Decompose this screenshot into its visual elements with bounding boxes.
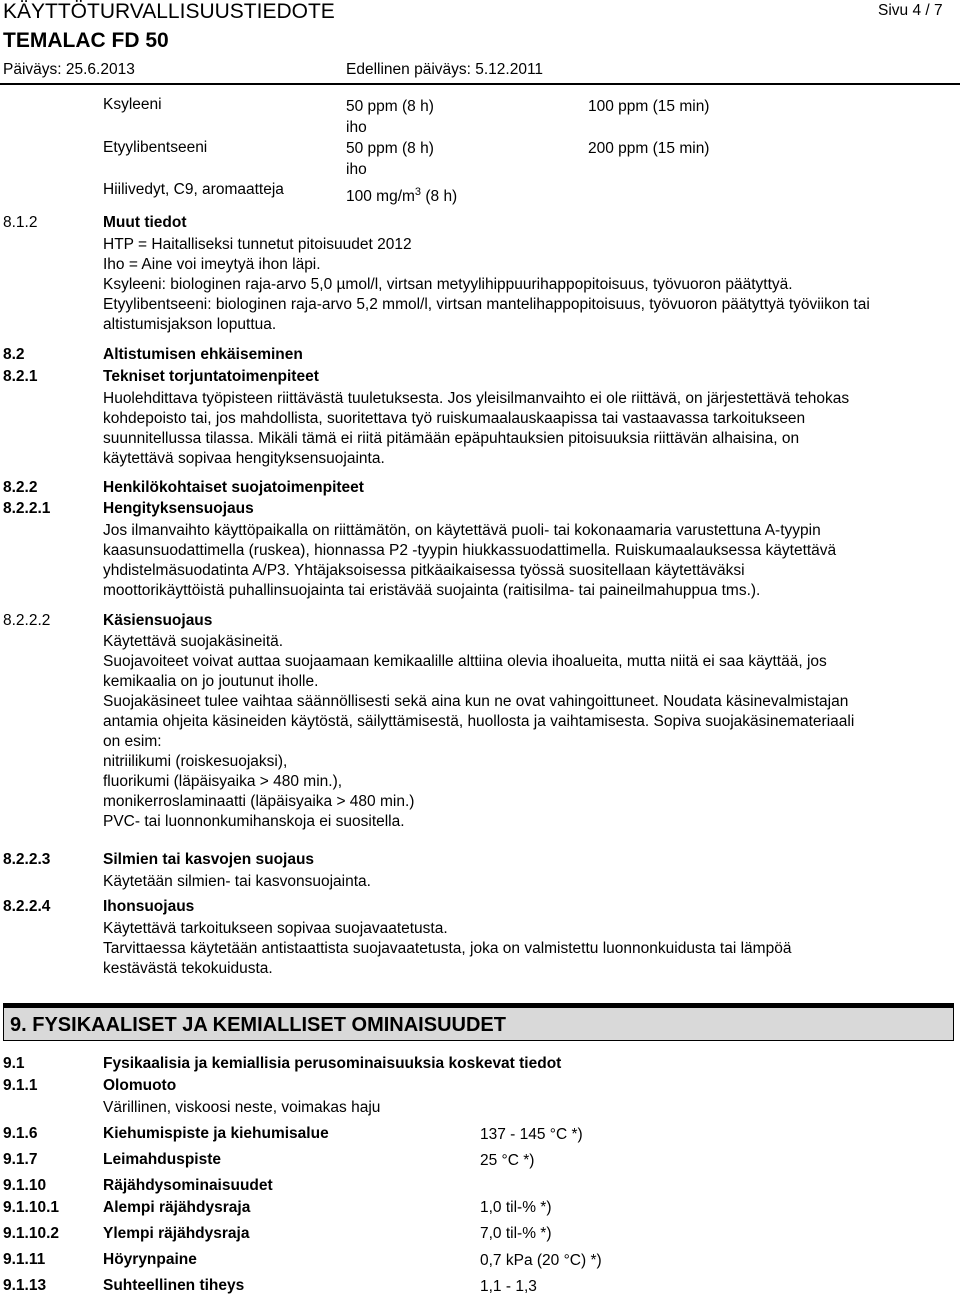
hand-protection-text: Käytettävä suojakäsineitä. Suojavoiteet voivat auttaa suojaamaan kemikaalille alttiina olevia ihoalueita, mutta niitä ei saa käyttää, jos kemikaalia on jo joutunut iholle. Suojakäsineet tulee vaihtaa säännöllisesti sekä aina kun ne ovat vahingoittuneet. Noudata käsinevalmistajan antamia ohjeita käsineiden käytöstä, säilyttämisestä, huollosta ja vaihtamisesta. Sopiva suojakäsinemateriaali on esim: nitriilikumi (roiskesuojaksi), fluorikumi (läpäisyaika > 480 min.), monikerroslaminaatti (läpäisyaika > 480 min.) PVC- tai luonnonkumihanskoja ei suositella. xyxy=(103,633,855,830)
property-label: Suhteellinen tiheys xyxy=(103,1277,245,1294)
section-heading: 9. FYSIKAALISET JA KEMIALLISET OMINAISUUDET xyxy=(10,1014,506,1036)
limit-stel: 200 ppm (15 min) xyxy=(588,140,710,157)
skin-protection-text: Käytettävä tarkoitukseen sopivaa suojavaatetusta. Tarvittaessa käytetään antistaattista suojavaatetusta, joka on valmistettu luonnonkuidusta tai lämpöä kestävästä tekokuidusta. xyxy=(103,920,792,977)
section-title: Käsiensuojaus xyxy=(103,612,213,629)
page-number: Sivu 4 / 7 xyxy=(878,2,943,19)
property-label: Ylempi räjähdysraja xyxy=(103,1225,250,1242)
other-info-text: HTP = Haitalliseksi tunnetut pitoisuudet 2012 Iho = Aine voi imeytyä ihon läpi. Ksyleeni: biologinen raja-arvo 5,0 µmol/l, virtsan metyylihippuurihappopitoisuus, työvuoron päätyttyä. Etyylibentseeni: biologinen raja-arvo 5,2 mmol/l, virtsan mantelihappopitoisuus, työvuoron päätyttyä työviikon tai altistumisjakson loputtua. xyxy=(103,236,870,333)
section-title: Altistumisen ehkäiseminen xyxy=(103,346,303,363)
property-number: 9.1.10 xyxy=(3,1177,47,1194)
section-number: 9.1.1 xyxy=(3,1077,38,1094)
header-divider xyxy=(0,83,960,85)
property-number: 9.1.13 xyxy=(3,1277,47,1294)
property-number: 9.1.6 xyxy=(3,1125,38,1142)
section-number: 8.2.2.1 xyxy=(3,500,51,517)
revision-date: Päiväys: 25.6.2013 xyxy=(3,61,135,78)
limit-stel: 100 ppm (15 min) xyxy=(588,98,710,115)
section-number: 8.2.1 xyxy=(3,368,38,385)
technical-measures-text: Huolehdittava työpisteen riittävästä tuuletuksesta. Jos yleisilmanvaihto ei ole riittävä, on järjestettävä tehokas kohdepoisto tai, jos mahdollista, suoritettava työ ruiskumaalauskaapissa tai vastaavassa tarkoitukseen suunnitellussa tilassa. Mikäli tämä ei riitä pitämään epäpuhtauksien pitoisuuksia riittävän alhaisina, on käytettävä sopivaa hengityksensuojainta. xyxy=(103,390,850,467)
limit-twa: 100 $mg/m^3$ (8 h) xyxy=(346,186,458,206)
section-title: Ihonsuojaus xyxy=(103,898,195,915)
section-number: 8.2.2.2 xyxy=(3,612,51,629)
appearance-text: Värillinen, viskoosi neste, voimakas haju xyxy=(103,1099,381,1116)
section-number: 8.2.2.3 xyxy=(3,851,51,868)
limit-note: iho xyxy=(346,161,367,178)
limit-twa: 50 ppm (8 h) xyxy=(346,140,434,157)
property-value: 0,7 kPa (20 °C) *) xyxy=(480,1252,602,1269)
property-label: Alempi räjähdysraja xyxy=(103,1199,251,1216)
limit-twa: 50 ppm (8 h) xyxy=(346,98,434,115)
product-name: TEMALAC FD 50 xyxy=(3,29,169,52)
eye-protection-text: Käytetään silmien- tai kasvonsuojainta. xyxy=(103,873,371,890)
document-title: KÄYTTÖTURVALLISUUSTIEDOTE xyxy=(3,0,335,23)
limit-substance: Etyylibentseeni xyxy=(103,139,208,156)
property-number: 9.1.11 xyxy=(3,1251,46,1268)
section-number: 8.2.2.4 xyxy=(3,898,51,915)
property-label: Höyrynpaine xyxy=(103,1251,197,1268)
limit-substance: Ksyleeni xyxy=(103,96,162,113)
section-number: 8.2 xyxy=(3,346,25,363)
section-title: Olomuoto xyxy=(103,1077,177,1094)
limit-note: iho xyxy=(346,119,367,136)
previous-date: Edellinen päiväys: 5.12.2011 xyxy=(346,61,544,78)
section-title: Muut tiedot xyxy=(103,214,187,231)
property-label: Leimahduspiste xyxy=(103,1151,221,1168)
section-title: Fysikaalisia ja kemiallisia perusominaisuuksia koskevat tiedot xyxy=(103,1055,562,1072)
property-label: Räjähdysominaisuudet xyxy=(103,1177,273,1194)
property-value: 1,0 til-% *) xyxy=(480,1199,552,1216)
section-title: Tekniset torjuntatoimenpiteet xyxy=(103,368,319,385)
property-number: 9.1.7 xyxy=(3,1151,38,1168)
respiratory-protection-text: Jos ilmanvaihto käyttöpaikalla on riittämätön, on käytettävä puoli- tai kokonaamaria varustettuna A-tyypin kaasunsuodattimella (ruskea), hionnassa P2 -tyypin hiukkassuodattimella. Ruiskumaalauksessa käytettävä yhdistelmäsuodatinta A/P3. Yhtäjaksoisessa pitkäaikaisessa työssä suositellaan käytettäväksi moottorikäyttöistä puhallinsuojainta tai eristävää suojainta (raitisilma- tai paineilmahuppua tms.). xyxy=(103,522,837,599)
property-value: 7,0 til-% *) xyxy=(480,1225,552,1242)
section-title: Silmien tai kasvojen suojaus xyxy=(103,851,315,868)
section-title: Hengityksensuojaus xyxy=(103,500,254,517)
section-9-banner xyxy=(3,1003,954,1041)
property-value: 137 - 145 °C *) xyxy=(480,1126,583,1143)
limit-substance: Hiilivedyt, C9, aromaatteja xyxy=(103,181,284,198)
section-number: 8.1.2 xyxy=(3,214,38,231)
property-label: Kiehumispiste ja kiehumisalue xyxy=(103,1125,329,1142)
section-number: 8.2.2 xyxy=(3,479,38,496)
property-value: 25 °C *) xyxy=(480,1152,535,1169)
section-title: Henkilökohtaiset suojatoimenpiteet xyxy=(103,479,364,496)
property-value: 1,1 - 1,3 xyxy=(480,1278,537,1295)
section-number: 9.1 xyxy=(3,1055,25,1072)
property-number: 9.1.10.2 xyxy=(3,1225,60,1242)
property-number: 9.1.10.1 xyxy=(3,1199,60,1216)
